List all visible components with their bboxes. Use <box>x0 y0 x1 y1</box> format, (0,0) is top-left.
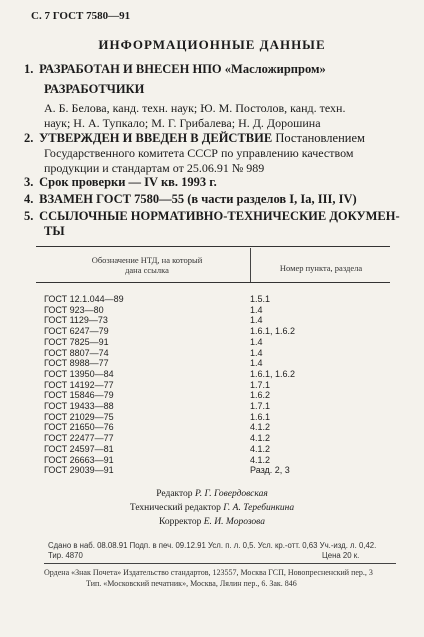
tech-editor-name: Г. А. Теребинкина <box>223 503 295 513</box>
table-cell-standard: ГОСТ 15846—79 <box>44 390 114 401</box>
table-cell-standard: ГОСТ 7825—91 <box>44 336 109 347</box>
table-cell-clause: 1.5.1 <box>250 294 271 304</box>
section-2-rest: Постановлением <box>272 131 365 145</box>
table-header-divider <box>250 248 251 282</box>
table-cell-standard: ГОСТ 21029—75 <box>44 411 114 422</box>
table-row <box>44 294 295 305</box>
table-cell-clause: 1.6.1, 1.6.2 <box>250 326 296 337</box>
table-cell-clause: 1.6.2 <box>250 390 271 401</box>
table-row <box>44 433 295 444</box>
section-1 <box>24 62 400 77</box>
table-row <box>44 337 295 348</box>
table-cell-clause: 1.6.1, 1.6.2 <box>250 368 296 379</box>
table-cell-standard: ГОСТ 8807—74 <box>44 347 109 358</box>
imprint-line-2-right: Цена 20 к. <box>322 551 360 560</box>
page-header: С. 7 ГОСТ 7580—91 <box>31 10 131 22</box>
section-5 <box>24 209 400 224</box>
table-row <box>44 465 295 476</box>
editor-name: Р. Г. Говердовская <box>194 489 268 499</box>
table-row <box>44 444 295 455</box>
section-2-line-3: продукции и стандартам от 25.06.91 № 989 <box>44 161 265 175</box>
table-cell-clause: 4.1.2 <box>250 454 271 465</box>
table-cell-standard: ГОСТ 12.1.044—89 <box>44 294 124 304</box>
section-4-number: 4. <box>24 192 34 206</box>
imprint-line-1: Сдано в наб. 08.08.91 Подп. в печ. 09.12.91 Усл. п. л. 0,5. Усл. кр.-отт. 0,63 Уч.-изд. л. 0,42. <box>48 541 377 550</box>
section-4-text: ВЗАМЕН ГОСТ 7580—55 (в части разделов I, Iа, III, IV) <box>39 192 357 206</box>
section-1-text: РАЗРАБОТАН И ВНЕСЕН НПО «Масложирпром» <box>39 62 326 76</box>
table-cell-standard: ГОСТ 19433—88 <box>44 401 114 412</box>
table-col1-header-line2: дана ссылка <box>125 265 169 275</box>
table-row <box>44 315 295 326</box>
table-cell-standard: ГОСТ 29039—91 <box>44 465 114 476</box>
table-col1-header <box>44 255 250 275</box>
imprint-line-4: Тип. «Московский печатник», Москва, Лялин пер., 6. Зак. 846 <box>86 579 297 588</box>
developers-heading-text: РАЗРАБОТЧИКИ <box>44 82 145 96</box>
section-2 <box>24 131 400 146</box>
section-2-number: 2. <box>24 131 34 145</box>
imprint-line-2-left: Тир. 4870 <box>48 551 83 560</box>
table-cell-clause: 1.4 <box>250 315 263 326</box>
table-col2-header: Номер пункта, раздела <box>279 263 363 273</box>
table-cell-standard: ГОСТ 1129—73 <box>44 315 108 326</box>
table-cell-clause: 1.4 <box>250 304 263 315</box>
table-col1-header-line1: Обозначение НТД, на который <box>91 255 203 265</box>
table-cell-standard: ГОСТ 923—80 <box>44 304 104 315</box>
references-table <box>44 294 295 476</box>
table-cell-standard: ГОСТ 6247—79 <box>44 326 109 337</box>
section-5-number: 5. <box>24 209 34 223</box>
table-cell-clause: 1.7.1 <box>250 379 271 390</box>
table-row <box>44 390 295 401</box>
table-cell-clause: 1.4 <box>250 347 263 358</box>
table-row <box>44 326 295 337</box>
table-cell-clause: 4.1.2 <box>250 422 271 433</box>
table-cell-clause: 4.1.2 <box>250 433 271 444</box>
table-row <box>44 380 295 391</box>
table-cell-clause: 1.6.1 <box>250 411 271 422</box>
table-cell-standard: ГОСТ 8988—77 <box>44 358 109 369</box>
table-row <box>44 401 295 412</box>
tech-editor-credit <box>0 502 424 515</box>
table-cell-standard: ГОСТ 22477—77 <box>44 433 114 444</box>
editor-credit <box>0 488 424 501</box>
developers-line-2: наук; Н. А. Тупкало; М. Г. Грибалева; Н. Д. Дорошина <box>44 116 321 130</box>
section-5-line-1: ССЫЛОЧНЫЕ НОРМАТИВНО-ТЕХНИЧЕСКИЕ ДОКУМЕН- <box>39 209 400 223</box>
table-cell-clause: Разд. 2, 3 <box>250 465 290 476</box>
table-cell-clause: 1.4 <box>250 358 263 369</box>
table-top-rule <box>36 246 390 247</box>
section-2-bold: УТВЕРЖДЕН И ВВЕДЕН В ДЕЙСТВИЕ <box>39 131 273 145</box>
section-1-number: 1. <box>24 62 34 76</box>
table-cell-standard: ГОСТ 21650—76 <box>44 422 114 433</box>
table-row <box>44 412 295 423</box>
page-title: ИНФОРМАЦИОННЫЕ ДАННЫЕ <box>98 37 326 52</box>
table-row <box>44 305 295 316</box>
editor-label: Редактор <box>156 489 193 499</box>
table-cell-standard: ГОСТ 13950—84 <box>44 368 114 379</box>
section-2-line-2: Государственного комитета СССР по управлению качеством <box>44 146 354 160</box>
developers-line-1: А. Б. Белова, канд. техн. наук; Ю. М. Постолов, канд. техн. <box>44 101 346 115</box>
imprint-line-3: Ордена «Знак Почета» Издательство стандартов, 123557, Москва ГСП, Новопресненский пер., 3 <box>44 568 373 577</box>
corrector-name: Е. И. Морозова <box>203 517 265 527</box>
corrector-credit <box>0 516 424 529</box>
table-cell-standard: ГОСТ 14192—77 <box>44 379 114 390</box>
table-cell-standard: ГОСТ 26663—91 <box>44 454 114 465</box>
table-row <box>44 358 295 369</box>
table-header-rule <box>36 282 390 283</box>
tech-editor-label: Технический редактор <box>129 503 221 513</box>
corrector-label: Корректор <box>159 517 202 527</box>
section-4 <box>24 192 400 207</box>
section-3 <box>24 175 400 190</box>
section-3-number: 3. <box>24 175 34 189</box>
table-cell-standard: ГОСТ 24597—81 <box>44 443 114 454</box>
table-cell-clause: 1.7.1 <box>250 401 271 412</box>
table-row <box>44 369 295 380</box>
table-row <box>44 422 295 433</box>
developers-heading <box>44 82 420 97</box>
imprint-rule <box>44 563 396 564</box>
section-5-line-2: ТЫ <box>44 224 65 238</box>
table-row <box>44 348 295 359</box>
section-3-text: Срок проверки — IV кв. 1993 г. <box>39 175 217 189</box>
table-cell-clause: 4.1.2 <box>250 443 271 454</box>
table-cell-clause: 1.4 <box>250 336 263 347</box>
table-row <box>44 455 295 466</box>
